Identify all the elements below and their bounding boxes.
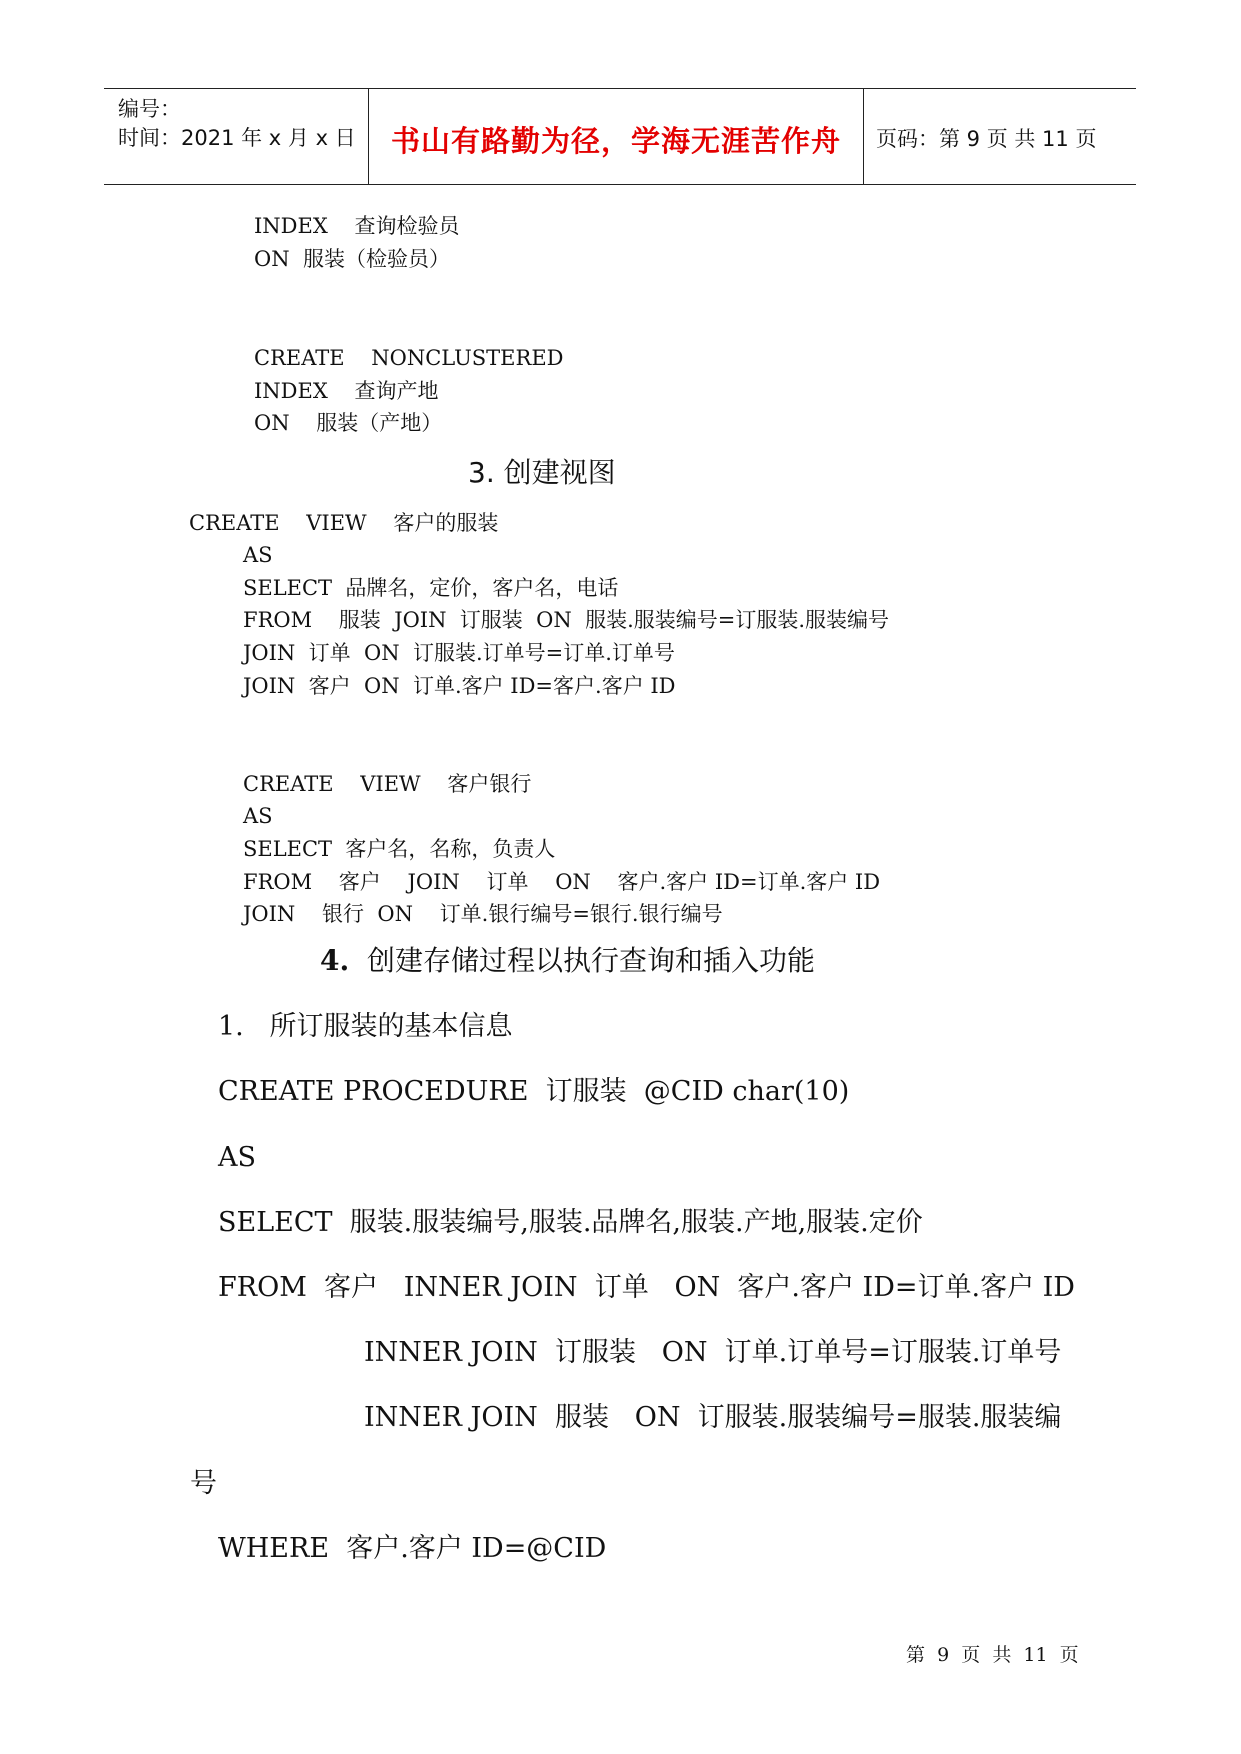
code-line: INNER JOIN 服装 ON 订服装.服装编号=服装.服装编 (364, 1402, 1062, 1433)
code-line: SELECT 服装.服装编号,服装.品牌名,服装.产地,服装.定价 (218, 1207, 923, 1238)
page-footer: 第 9 页 共 11 页 (906, 1644, 1079, 1666)
code-line: CREATE PROCEDURE 订服装 @CID char(10) (218, 1076, 850, 1107)
code-line: FROM 客户 JOIN 订单 ON 客户.客户 ID=订单.客户 ID (243, 870, 881, 894)
page-header (104, 88, 1136, 185)
list-item: 1. 所订服装的基本信息 (218, 1011, 513, 1042)
header-motto: 书山有路勤为径，学海无涯苦作舟 (390, 124, 841, 158)
header-page-info: 页码：第 9 页 共 11 页 (876, 127, 1097, 151)
code-line: INDEX 查询检验员 (254, 214, 460, 238)
code-line: SELECT 客户名，名称，负责人 (243, 837, 556, 861)
section-number: 4. (320, 944, 350, 977)
code-line: INDEX 查询产地 (254, 379, 439, 403)
code-line: INNER JOIN 订服装 ON 订单.订单号=订服装.订单号 (364, 1337, 1062, 1368)
code-line: JOIN 客户 ON 订单.客户 ID=客户.客户 ID (243, 674, 676, 698)
code-line: FROM 客户 INNER JOIN 订单 ON 客户.客户 ID=订单.客户 ID (218, 1272, 1075, 1303)
code-line: WHERE 客户.客户 ID=@CID (218, 1533, 607, 1564)
code-line: JOIN 订单 ON 订服装.订单号=订单.订单号 (243, 641, 675, 665)
code-line: SELECT 品牌名，定价，客户名，电话 (243, 576, 619, 600)
header-motto-cell (368, 89, 864, 184)
code-line: ON 服装（检验员） (254, 247, 450, 271)
document-number-label: 编号： (118, 97, 181, 121)
code-line: JOIN 银行 ON 订单.银行编号=银行.银行编号 (243, 902, 723, 926)
section-heading (320, 944, 816, 977)
code-line: 号 (190, 1468, 217, 1499)
document-date-label: 时间：2021 年 x 月 x 日 (118, 126, 356, 150)
code-line: AS (243, 804, 273, 828)
code-line: AS (218, 1142, 256, 1173)
section-title: 创建存储过程以执行查询和插入功能 (367, 944, 816, 977)
header-page-cell (864, 89, 1136, 184)
code-line: CREATE VIEW 客户的服装 (189, 511, 499, 535)
code-line: ON 服装（产地） (254, 411, 443, 435)
code-line: CREATE VIEW 客户银行 (243, 772, 532, 796)
code-line: AS (243, 543, 273, 567)
code-line: FROM 服装 JOIN 订服装 ON 服装.服装编号=订服装.服装编号 (243, 608, 890, 632)
code-line: CREATE NONCLUSTERED (254, 346, 564, 370)
header-meta-cell (104, 89, 368, 184)
section-heading: 3. 创建视图 (468, 456, 616, 489)
